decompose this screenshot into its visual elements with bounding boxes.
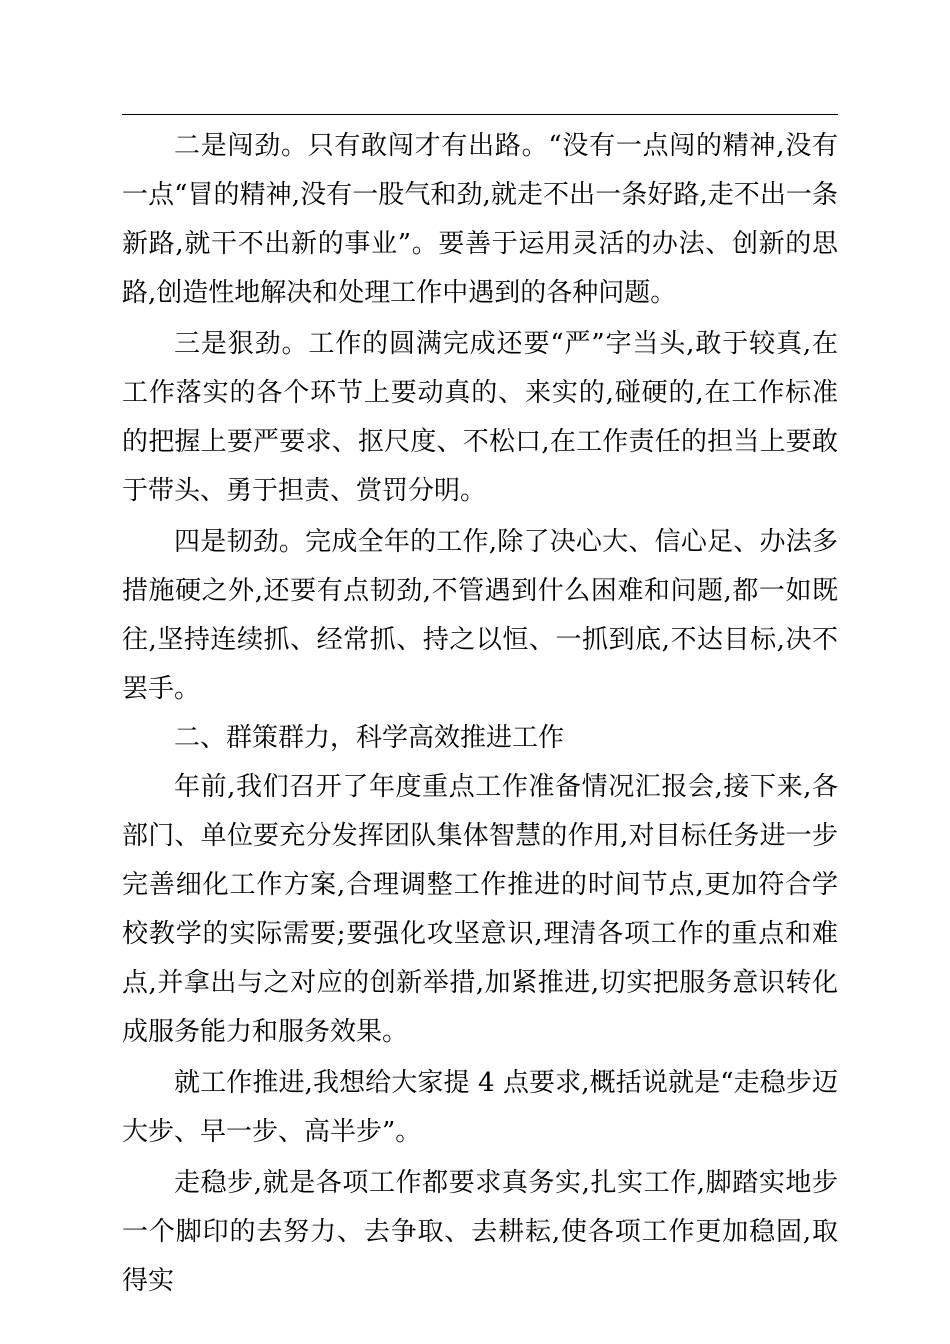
paragraph-chuangjin: 二是闯劲。只有敢闯才有出路。“没有一点闯的精神,没有一点“冒的精神,没有一股气和劲,就走不出一条好路,走不出一条新路,就干不出新的事业”。要善于运用灵活的办法、创新的思路,创造性地解决和处理工作中遇到的各种问题。	[122, 131, 838, 308]
paragraph-renjin: 四是韧劲。完成全年的工作,除了决心大、信心足、办法多措施硬之外,还要有点韧劲,不管遇到什么困难和问题,都一如既往,坚持连续抓、经常抓、持之以恒、一抓到底,不达目标,决不罢手。	[122, 527, 838, 704]
paragraph-four-requirements: 就工作推进,我想给大家提 4 点要求,概括说就是“走稳步迈大步、早一步、高半步”。	[122, 1068, 838, 1147]
paragraph-report-meeting: 年前,我们召开了年度重点工作准备情况汇报会,接下来,各部门、单位要充分发挥团队集体智慧的作用,对目标任务进一步完善细化工作方案,合理调整工作推进的时间节点,更加符合学校教学的实际需要;要强化攻坚意识,理清各项工作的重点和难点,并拿出与之对应的创新举措,加紧推进,切实把服务意识转化成服务能力和服务效果。	[122, 772, 838, 1047]
document-body	[122, 122, 838, 1306]
section-heading: 二、群策群力，科学高效推进工作	[174, 723, 565, 753]
header-rule	[122, 114, 838, 115]
paragraph-steady-step: 走稳步,就是各项工作都要求真务实,扎实工作,脚踏实地步一个脚印的去努力、去争取、去耕耘,使各项工作更加稳固,取得实	[122, 1168, 838, 1296]
paragraph-henjin: 三是狠劲。工作的圆满完成还要“严”字当头,敢于较真,在工作落实的各个环节上要动真的、来实的,碰硬的,在工作标准的把握上要严要求、抠尺度、不松口,在工作责任的担当上要敢于带头、勇于担责、赏罚分明。	[122, 329, 838, 506]
